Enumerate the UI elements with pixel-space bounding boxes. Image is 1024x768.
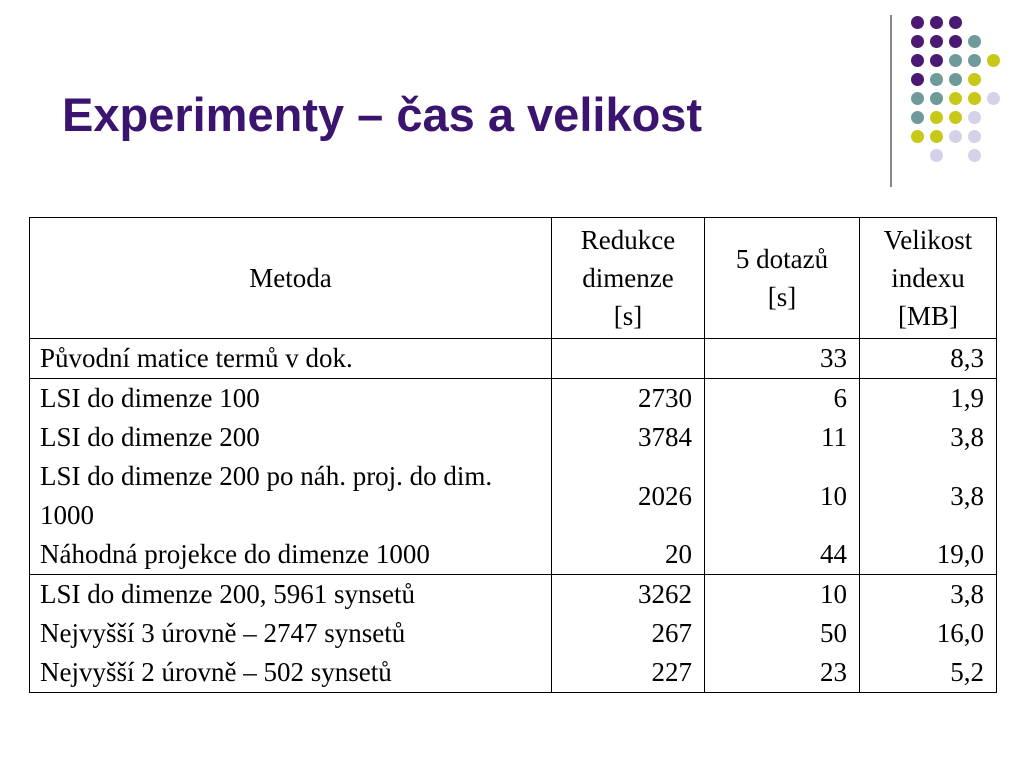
cell-size: 16,0 [860, 614, 997, 653]
table-header-row [30, 218, 997, 339]
cell-method: Původní matice termů v dok. [30, 339, 552, 379]
cell-size: 19,0 [860, 535, 997, 575]
decor-dot [968, 54, 981, 67]
decor-dot [968, 92, 981, 105]
cell-reduction: 2730 [552, 379, 705, 419]
header-size-line2: indexu [891, 263, 965, 293]
decor-dot [987, 92, 1000, 105]
cell-size: 8,3 [860, 339, 997, 379]
table-row [30, 379, 997, 419]
table-row [30, 535, 997, 575]
header-method-label: Metoda [249, 263, 332, 293]
decor-dot [930, 111, 943, 124]
results-table [29, 217, 997, 693]
decor-dot [930, 92, 943, 105]
decor-dot [930, 130, 943, 143]
header-queries-line1: 5 dotazů [735, 244, 829, 274]
table-row [30, 457, 997, 535]
cell-method: LSI do dimenze 200 po náh. proj. do dim. 1000 [30, 457, 552, 535]
decor-dot [949, 54, 962, 67]
decor-dot [911, 73, 924, 86]
decor-dot [968, 111, 981, 124]
slide-title: Experimenty – čas a velikost [62, 88, 703, 141]
header-size [860, 218, 997, 339]
cell-method: Nejvyšší 3 úrovně – 2747 synsetů [30, 614, 552, 653]
decor-dot [930, 149, 943, 162]
cell-size: 3,8 [860, 418, 997, 457]
header-size-line3: [MB] [898, 301, 958, 331]
decor-dot [930, 35, 943, 48]
decor-dot [987, 54, 1000, 67]
cell-method: LSI do dimenze 100 [30, 379, 552, 419]
header-method [30, 218, 552, 339]
decor-dot [949, 73, 962, 86]
cell-queries: 10 [705, 457, 860, 535]
decorative-divider [890, 15, 892, 187]
decor-dot [911, 111, 924, 124]
cell-reduction: 3262 [552, 575, 705, 615]
decor-dot [949, 130, 962, 143]
cell-reduction: 227 [552, 653, 705, 693]
decor-dot [930, 54, 943, 67]
header-queries [705, 218, 860, 339]
cell-queries: 33 [705, 339, 860, 379]
cell-method: LSI do dimenze 200, 5961 synsetů [30, 575, 552, 615]
decor-dot [949, 111, 962, 124]
table-row [30, 614, 997, 653]
cell-queries: 10 [705, 575, 860, 615]
header-queries-line2: [s] [767, 282, 797, 312]
decor-dot [968, 130, 981, 143]
decor-dot [949, 16, 962, 29]
table-row [30, 575, 997, 615]
cell-reduction: 3784 [552, 418, 705, 457]
cell-size: 1,9 [860, 379, 997, 419]
cell-reduction: 267 [552, 614, 705, 653]
decor-dot [968, 149, 981, 162]
decor-dot [949, 35, 962, 48]
decor-dot [911, 92, 924, 105]
cell-method: Nejvyšší 2 úrovně – 502 synsetů [30, 653, 552, 693]
decor-dot [930, 73, 943, 86]
cell-method: LSI do dimenze 200 [30, 418, 552, 457]
header-reduction-line2: dimenze [582, 263, 674, 293]
cell-reduction: 2026 [552, 457, 705, 535]
decor-dot [949, 92, 962, 105]
table-row [30, 653, 997, 693]
decor-dot [968, 73, 981, 86]
cell-size: 3,8 [860, 457, 997, 535]
cell-queries: 44 [705, 535, 860, 575]
table-row [30, 339, 997, 379]
cell-reduction [552, 339, 705, 379]
decor-dot [930, 16, 943, 29]
decor-dot [911, 35, 924, 48]
decor-dot [911, 16, 924, 29]
cell-queries: 50 [705, 614, 860, 653]
cell-queries: 11 [705, 418, 860, 457]
header-reduction [552, 218, 705, 339]
cell-reduction: 20 [552, 535, 705, 575]
decor-dot [911, 130, 924, 143]
cell-size: 3,8 [860, 575, 997, 615]
header-size-line1: Velikost [883, 225, 973, 255]
decor-dot [968, 35, 981, 48]
header-reduction-line3: [s] [613, 301, 643, 331]
cell-method: Náhodná projekce do dimenze 1000 [30, 535, 552, 575]
table-row [30, 418, 997, 457]
header-reduction-line1: Redukce [580, 225, 676, 255]
decor-dot [911, 54, 924, 67]
cell-queries: 23 [705, 653, 860, 693]
cell-queries: 6 [705, 379, 860, 419]
cell-size: 5,2 [860, 653, 997, 693]
